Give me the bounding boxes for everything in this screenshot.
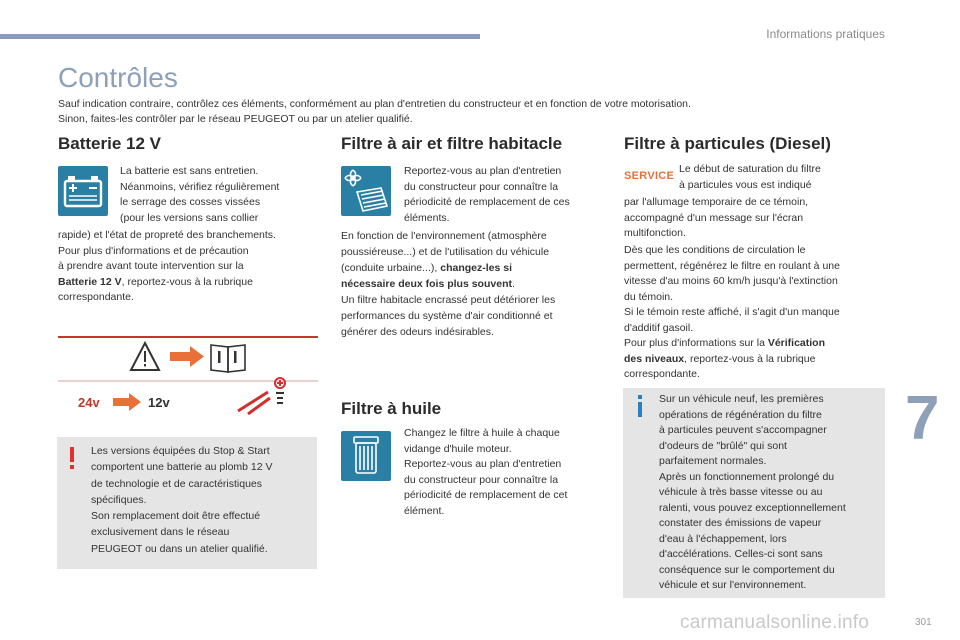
particle-line: Dès que les conditions de circulation le <box>624 244 806 256</box>
air-filter-line: générer des odeurs indésirables. <box>341 326 494 338</box>
particle-ref-line <box>624 352 886 368</box>
particle-ref-post: , reportez-vous à la rubrique <box>684 352 816 365</box>
battery-line: rapide) et l'état de propreté des branchements. <box>58 229 276 241</box>
info-line: parfaitement normales. <box>659 455 767 467</box>
oil-filter-line: du constructeur pour connaître la <box>404 473 559 486</box>
oil-filter-icon <box>341 431 391 481</box>
air-filter-line: poussiéreuse...) et de l'utilisation du véhicule <box>341 246 550 258</box>
exclamation-icon <box>67 447 77 471</box>
air-filter-line: Un filtre habitacle encrassé peut détériorer les <box>341 294 556 306</box>
oil-filter-line: Reportez-vous au plan d'entretien <box>404 458 562 470</box>
air-filter-pre: (conduite urbaine...), <box>341 262 441 274</box>
battery-icon <box>58 166 108 216</box>
warning-line: Son remplacement doit être effectué <box>91 510 261 523</box>
particle-line: multifonction. <box>624 227 686 239</box>
info-line: Sur un véhicule neuf, les premières <box>659 393 824 405</box>
air-filter-line <box>341 260 606 276</box>
battery-ref-line <box>58 275 320 291</box>
particle-ref-bold: des niveaux <box>624 352 685 365</box>
particle-line: Si le témoin reste affiché, il s'agit d'un manque <box>624 306 840 318</box>
oil-filter-line: Changez le filtre à huile à chaque <box>404 427 560 439</box>
info-line: à particules peuvent s'accompagner <box>659 424 827 436</box>
particle-line: du témoin. <box>624 290 674 303</box>
watermark: carmanualsonline.info <box>680 612 870 633</box>
oil-filter-line: élément. <box>404 504 445 517</box>
particle-line: vitesse d'au moins 60 km/h jusqu'à l'extinction <box>624 275 838 287</box>
page-number: 301 <box>915 617 932 628</box>
battery-line: à prendre avant toute intervention sur la <box>58 260 244 272</box>
air-filter-text-short <box>404 164 604 226</box>
battery-ref-rest: , reportez-vous à la rubrique <box>121 275 253 288</box>
air-filter-line: du constructeur pour connaître la <box>404 180 559 193</box>
info-line: ralenti, vous pouvez exceptionnellement <box>659 501 846 514</box>
oil-filter-line: périodicité de remplacement de cet <box>404 489 568 501</box>
warning-line: comportent une batterie au plomb 12 V <box>91 461 273 474</box>
info-line: Après un fonctionnement prolongé du <box>659 470 835 483</box>
battery-line: La batterie est sans entretien. <box>120 165 259 177</box>
battery-line: le serrage des cosses vissées <box>120 196 261 208</box>
arrow-icon <box>170 346 204 367</box>
arrow-icon <box>113 393 141 411</box>
warning-line: spécifiques. <box>91 493 147 506</box>
warning-line: exclusivement dans le réseau <box>91 526 230 539</box>
oil-filter-heading: Filtre à huile <box>341 399 442 418</box>
battery-line: correspondante. <box>58 291 134 303</box>
jumper-cable-icon <box>238 378 285 414</box>
particle-info-text <box>659 392 883 594</box>
intro-line: Sinon, faites-les contrôler par le réseau PEUGEOT ou par un atelier qualifié. <box>58 113 413 125</box>
particle-ref-bold: Vérification <box>767 337 826 349</box>
air-filter-line: Reportez-vous au plan d'entretien <box>404 165 562 177</box>
air-filter-bold: changez-les si <box>440 262 513 274</box>
battery-text-short <box>120 164 320 226</box>
particle-line: permettent, régénérez le filtre en roulant à une <box>624 259 840 272</box>
battery-warning-diagram <box>58 336 318 426</box>
air-filter-line: En fonction de l'environnement (atmosphère <box>341 230 547 242</box>
header-bar <box>0 34 480 39</box>
air-filter-bold: nécessaire deux fois plus souvent <box>341 278 512 290</box>
chapter-number: 7 <box>905 384 940 453</box>
particle-ref-line <box>624 336 886 352</box>
particle-ref-pre: Pour plus d'informations sur la <box>624 337 768 349</box>
particle-line: à particules vous est indiqué <box>679 178 812 191</box>
air-filter-line: performances du système d'air conditionné et <box>341 310 553 322</box>
particle-filter-text-short <box>679 162 879 193</box>
warning-line: Les versions équipées du Stop & Start <box>91 445 270 457</box>
info-line: d'accélérations. Celles-ci sont sans <box>659 548 823 560</box>
battery-warning-text <box>91 443 315 557</box>
battery-heading: Batterie 12 V <box>58 134 161 153</box>
particle-line: correspondante. <box>624 368 700 380</box>
battery-line: (pour les versions sans collier <box>120 211 259 224</box>
oil-filter-line: vidange d'huile moteur. <box>404 442 512 455</box>
info-line: véhicule et sur l'environnement. <box>659 579 807 591</box>
air-filter-line: éléments. <box>404 211 450 224</box>
section-title: Informations pratiques <box>766 27 885 41</box>
air-filter-icon <box>341 166 391 216</box>
voltage-24v: 24v <box>78 395 100 410</box>
air-filter-text-full <box>341 228 606 340</box>
particle-line: Le début de saturation du filtre <box>679 163 821 175</box>
air-filter-line <box>341 276 606 292</box>
manual-book-icon <box>211 345 245 372</box>
info-line: constater des émissions de vapeur <box>659 517 822 529</box>
info-line: véhicule à très basse vitesse ou au <box>659 486 823 498</box>
particle-filter-text-a <box>624 195 886 242</box>
battery-text-full <box>58 228 320 306</box>
air-filter-line: périodicité de remplacement de ces <box>404 196 570 208</box>
info-line: d'eau à l'échappement, lors <box>659 532 787 545</box>
warning-triangle-icon <box>131 343 159 370</box>
intro-text <box>58 97 838 127</box>
battery-warning-panel <box>57 437 317 569</box>
air-filter-heading: Filtre à air et filtre habitacle <box>341 134 563 153</box>
info-icon <box>635 395 645 419</box>
particle-line: par l'allumage temporaire de ce témoin, <box>624 196 809 208</box>
battery-line: Pour plus d'informations et de précaution <box>58 244 249 257</box>
warning-line: PEUGEOT ou dans un atelier qualifié. <box>91 542 268 555</box>
page-title: Contrôles <box>58 62 178 93</box>
air-filter-post: . <box>511 278 515 290</box>
particle-filter-heading: Filtre à particules (Diesel) <box>624 134 831 153</box>
battery-ref-link: Batterie 12 V <box>58 275 122 288</box>
warning-line: de technologie et de caractéristiques <box>91 477 263 490</box>
voltage-12v: 12v <box>148 395 170 410</box>
oil-filter-text <box>404 426 604 519</box>
intro-line: Sauf indication contraire, contrôlez ces éléments, conformément au plan d'entretien du constructeur et en fonction de votre motorisation. <box>58 98 691 110</box>
particle-line: accompagné d'un message sur l'écran <box>624 211 804 224</box>
particle-filter-text-b <box>624 243 886 383</box>
particle-info-panel <box>623 388 885 598</box>
info-line: conséquence sur le comportement du <box>659 563 835 576</box>
battery-line: Néanmoins, vérifiez régulièrement <box>120 180 280 193</box>
info-line: d'odeurs de "brûlé" qui sont <box>659 439 787 452</box>
particle-line: d'additif gasoil. <box>624 321 694 334</box>
info-line: opérations de régénération du filtre <box>659 408 822 421</box>
service-warning-icon: SERVICE <box>624 170 675 182</box>
